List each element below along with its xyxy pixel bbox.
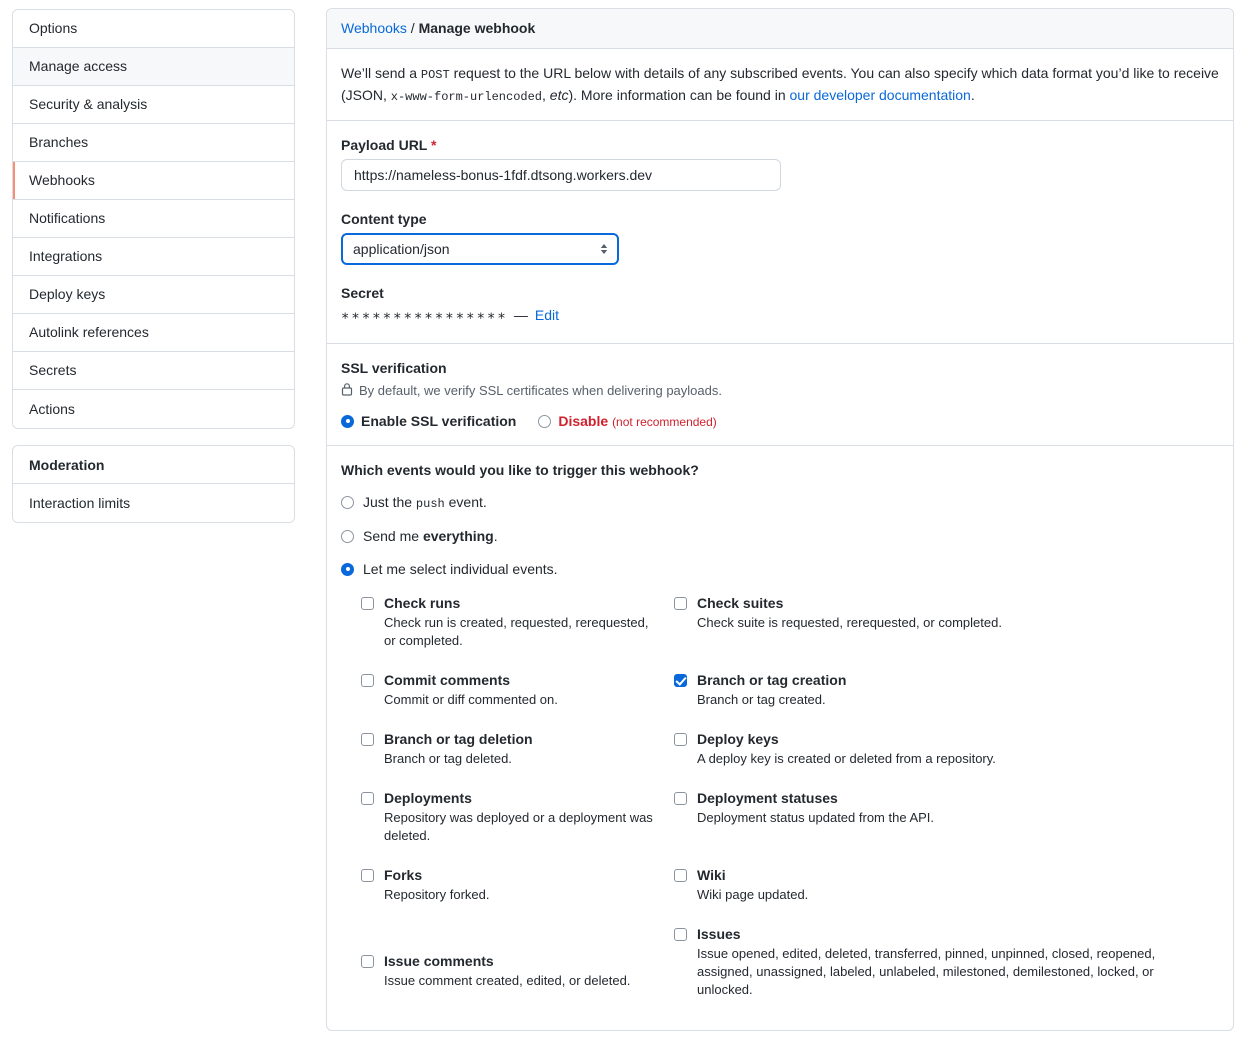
event-wiki-checkbox[interactable] (674, 869, 687, 882)
sidebar-item-label: Webhooks (29, 172, 95, 188)
event-description: Repository was deployed or a deployment was deleted. (384, 810, 653, 844)
event-description: A deploy key is created or deleted from a repository. (697, 751, 996, 767)
sidebar-item-deploy-keys[interactable] (13, 276, 294, 314)
sidebar-group-moderation (12, 445, 295, 523)
sidebar-item-security-analysis[interactable] (13, 86, 294, 124)
event-name: Branch or tag creation (697, 672, 847, 689)
event-forks-checkbox[interactable] (361, 869, 374, 882)
ssl-radio-group (341, 413, 1219, 429)
ssl-note-text: By default, we verify SSL certificates when delivering payloads. (359, 383, 722, 399)
event-name: Forks (384, 867, 423, 884)
ssl-verification-section (327, 344, 1233, 446)
event-branch-or-tag-creation-checkbox[interactable] (674, 674, 687, 687)
event-issues-checkbox[interactable] (674, 928, 687, 941)
event-check-runs-checkbox[interactable] (361, 597, 374, 610)
event-description: Branch or tag deleted. (384, 751, 512, 767)
event-name: Issue comments (384, 953, 494, 970)
developer-documentation-link[interactable]: our developer documentation (789, 86, 971, 103)
webhook-config-section (327, 121, 1233, 344)
event-name: Deploy keys (697, 731, 779, 748)
sidebar-item-label: Deploy keys (29, 286, 106, 302)
event-deploy-keys[interactable] (674, 730, 1209, 768)
ssl-enable-label: Enable SSL verification (361, 413, 517, 430)
event-description: Check suite is requested, rerequested, or completed. (697, 615, 1002, 631)
sidebar-item-notifications[interactable] (13, 200, 294, 238)
event-check-suites[interactable] (674, 594, 1209, 650)
webhook-description: We’ll send a POST request to the URL below with details of any subscribed events. You can also specify which data format you’d like to receive (JSON, x-www-form-urlencoded, etc). More information can be found in our developer documentation. (341, 65, 1219, 104)
event-check-runs[interactable] (361, 594, 674, 650)
individual-events-grid (361, 594, 1219, 1020)
breadcrumb-link-webhooks[interactable]: Webhooks (341, 20, 407, 36)
event-branch-or-tag-deletion[interactable] (361, 730, 674, 768)
sidebar-item-label: Security & analysis (29, 96, 148, 112)
secret-separator: — (513, 307, 529, 324)
ssl-note-row (341, 382, 1219, 399)
secret-masked-value: ∗∗∗∗∗∗∗∗∗∗∗∗∗∗∗∗ (341, 309, 508, 326)
ssl-verification-label: SSL verification (341, 360, 447, 377)
event-description: Check run is created, requested, rerequested, or completed. (384, 615, 649, 649)
urlencoded-code: x-www-form-urlencoded (390, 89, 543, 104)
sidebar-item-label: Manage access (29, 58, 128, 74)
event-issue-comments[interactable] (361, 952, 674, 999)
settings-sidebar (12, 9, 295, 1031)
sidebar-item-webhooks[interactable] (13, 162, 294, 200)
sidebar-item-secrets[interactable] (13, 352, 294, 390)
event-issue-comments-checkbox[interactable] (361, 955, 374, 968)
event-name: Commit comments (384, 672, 511, 689)
event-deployments-checkbox[interactable] (361, 792, 374, 805)
event-description: Wiki page updated. (697, 887, 809, 903)
event-deployment-statuses[interactable] (674, 789, 1209, 845)
event-name: Check suites (697, 595, 784, 612)
content-type-select[interactable] (341, 233, 619, 265)
required-marker: * (431, 137, 437, 154)
sidebar-item-interaction-limits[interactable] (13, 484, 294, 522)
breadcrumb-current: Manage webhook (418, 20, 536, 36)
event-name: Branch or tag deletion (384, 731, 533, 748)
sidebar-item-label: Actions (29, 400, 75, 417)
event-choice-everything[interactable] (341, 528, 1219, 544)
breadcrumb (327, 9, 1233, 49)
ssl-disable-option[interactable] (538, 413, 716, 429)
sidebar-item-label: Integrations (29, 248, 103, 264)
ssl-enable-radio[interactable] (341, 415, 354, 428)
payload-url-label: Payload URL * (341, 137, 437, 154)
secret-label: Secret (341, 285, 384, 302)
ssl-disable-radio[interactable] (538, 415, 551, 428)
webhook-description-section (327, 49, 1233, 121)
event-choice-push[interactable] (341, 494, 1219, 511)
event-choice-push-radio[interactable] (341, 496, 354, 509)
event-name: Check runs (384, 595, 461, 612)
sidebar-item-label: Options (29, 20, 78, 36)
event-issues[interactable] (674, 925, 1209, 999)
event-name: Deployments (384, 790, 472, 807)
lock-icon (341, 382, 353, 399)
event-choice-individual[interactable] (341, 561, 1219, 577)
event-choice-individual-label: Let me select individual events. (363, 561, 558, 578)
event-name: Issues (697, 926, 741, 943)
sidebar-item-label: Secrets (29, 362, 77, 378)
sidebar-item-label: Branches (29, 134, 89, 150)
event-deployments[interactable] (361, 789, 674, 845)
content-type-label: Content type (341, 211, 427, 228)
event-description: Issue opened, edited, deleted, transferred, pinned, unpinned, closed, reopened, assigned, unassigned, labeled, unlabeled, milestoned, demilestoned, locked, or unlocked. (697, 946, 1156, 998)
event-name: Wiki (697, 867, 726, 884)
event-forks[interactable] (361, 866, 674, 904)
sidebar-item-options[interactable] (13, 10, 294, 48)
event-commit-comments-checkbox[interactable] (361, 674, 374, 687)
sidebar-item-manage-access[interactable] (13, 48, 294, 86)
push-code: push (415, 497, 445, 512)
secret-value-row (341, 307, 1219, 325)
event-branch-or-tag-creation[interactable] (674, 671, 1209, 709)
breadcrumb-separator: / (406, 20, 419, 36)
event-choice-everything-label: Send me everything. (363, 528, 498, 545)
etc-text: etc (549, 86, 569, 103)
event-choice-push-label: Just the push event. (363, 494, 487, 512)
sidebar-item-label: Notifications (29, 210, 106, 226)
edit-secret-link[interactable]: Edit (534, 307, 559, 324)
sidebar-group-heading: Moderation (13, 446, 294, 484)
content-type-select-wrap (341, 233, 619, 265)
sidebar-group-main (12, 9, 295, 429)
manage-webhook-panel (326, 8, 1234, 1031)
post-code: POST (420, 68, 450, 82)
event-description: Repository forked. (384, 887, 490, 903)
event-branch-or-tag-deletion-checkbox[interactable] (361, 733, 374, 746)
events-section (327, 446, 1233, 1030)
sidebar-item-label: Autolink references (29, 324, 149, 340)
events-section-title: Which events would you like to trigger this webhook? (341, 462, 699, 479)
event-wiki[interactable] (674, 866, 1209, 904)
sidebar-item-autolink-references[interactable] (13, 314, 294, 352)
event-description: Branch or tag created. (697, 692, 826, 708)
sidebar-item-integrations[interactable] (13, 238, 294, 276)
event-check-suites-checkbox[interactable] (674, 597, 687, 610)
event-deployment-statuses-checkbox[interactable] (674, 792, 687, 805)
event-choice-individual-radio[interactable] (341, 563, 354, 576)
sidebar-item-branches[interactable] (13, 124, 294, 162)
event-deploy-keys-checkbox[interactable] (674, 733, 687, 746)
event-choice-everything-radio[interactable] (341, 530, 354, 543)
payload-url-input[interactable] (341, 159, 781, 191)
event-commit-comments[interactable] (361, 671, 674, 709)
event-description: Issue comment created, edited, or deleted. (384, 973, 631, 989)
ssl-enable-option[interactable] (341, 413, 516, 429)
sidebar-item-actions[interactable] (13, 390, 294, 428)
event-description: Deployment status updated from the API. (697, 810, 935, 826)
ssl-disable-label: Disable (not recommended) (558, 413, 717, 430)
event-name: Deployment statuses (697, 790, 838, 807)
event-description: Commit or diff commented on. (384, 692, 558, 708)
sidebar-item-label: Interaction limits (29, 494, 131, 511)
